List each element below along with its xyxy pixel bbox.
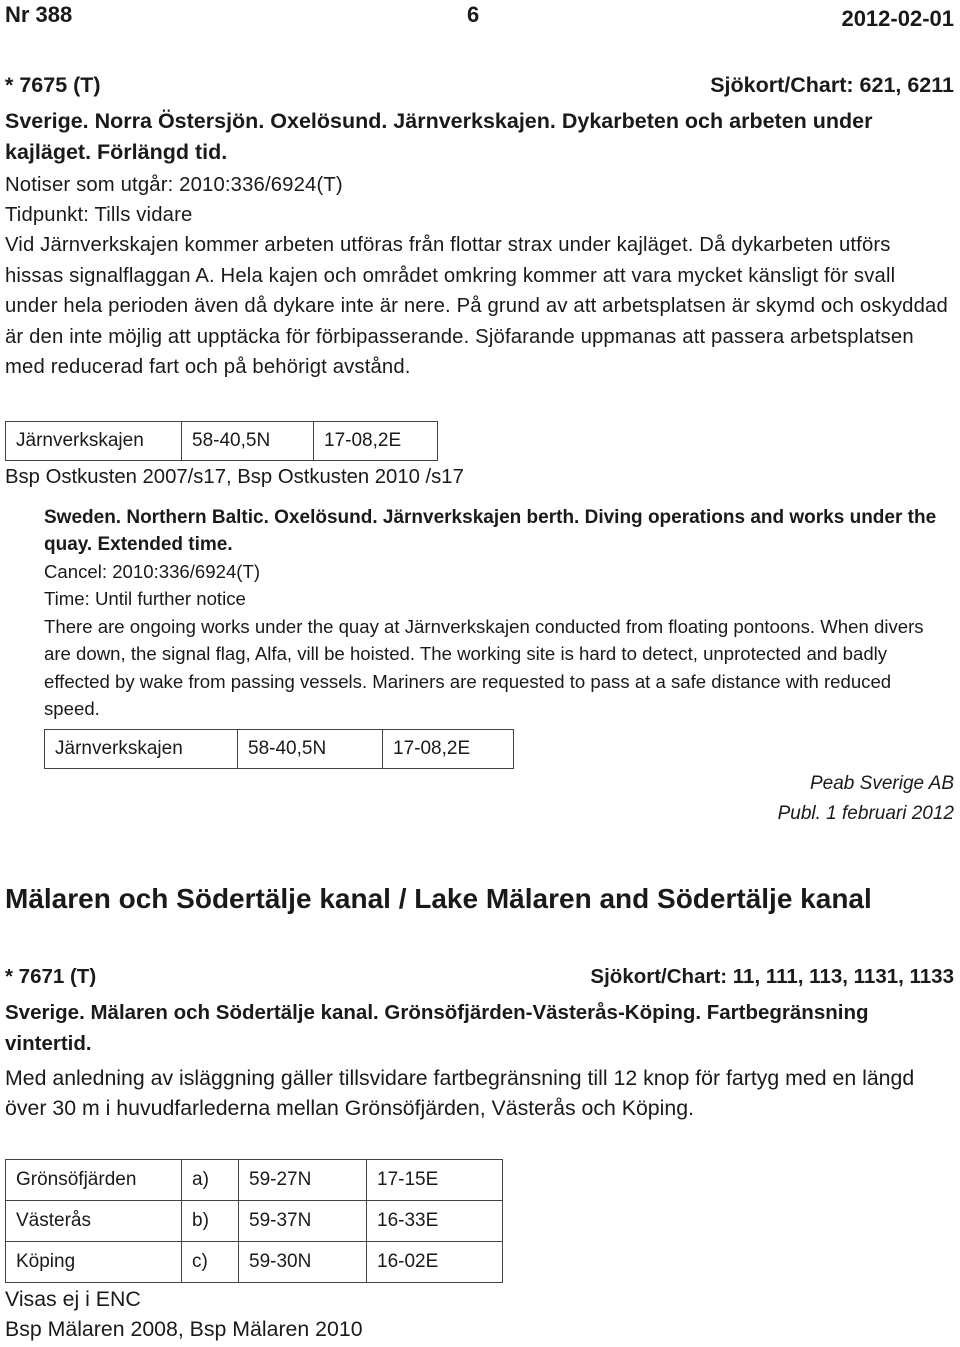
issue-number: Nr 388 <box>5 2 73 27</box>
notice-1-body-en: There are ongoing works under the quay at Järnverkskajen conducted from floating pontoons. When divers are down, the signal flag, Alfa, vill be hoisted. The working site is hard to detect, unprotected and badly effected by wake from passing vessels. Mariners are requested to pass at a safe distance with reduced speed. <box>44 616 924 719</box>
notice-1-position-table-en <box>44 729 514 769</box>
position-name: Köping <box>6 1242 182 1283</box>
position-lon: 17-08,2E <box>314 422 438 461</box>
position-key: b) <box>182 1201 239 1242</box>
notice-1-source: Peab Sverige AB <box>810 773 954 794</box>
notice-2-body-sv: Med anledning av isläggning gäller tillsvidare fartbegränsning till 12 knop för fartyg med en längd över 30 m i huvudfarlederna mellan Grönsöfjärden, Västerås och Köping. <box>5 1066 915 1120</box>
position-key: c) <box>182 1242 239 1283</box>
notice-1-cancel-sv: Notiser som utgår: 2010:336/6924(T) <box>5 174 343 196</box>
position-lon: 17-08,2E <box>383 730 514 769</box>
notice-1-cancel-en: Cancel: 2010:336/6924(T) <box>44 561 261 582</box>
section-heading: Mälaren och Södertälje kanal / Lake Mälaren and Södertälje kanal <box>5 883 872 914</box>
table-row <box>6 1242 503 1283</box>
position-lat: 59-37N <box>239 1201 367 1242</box>
notice-2-chart: Sjökort/Chart: 11, 111, 113, 1131, 1133 <box>590 965 954 988</box>
position-lon: 16-33E <box>367 1201 503 1242</box>
position-lon: 16-02E <box>367 1242 503 1283</box>
notice-2-refs: Bsp Mälaren 2008, Bsp Mälaren 2010 <box>5 1317 363 1341</box>
notice-1-chart: Sjökort/Chart: 621, 6211 <box>710 73 954 97</box>
position-name: Grönsöfjärden <box>6 1160 182 1201</box>
notice-1-published: Publ. 1 februari 2012 <box>777 803 954 824</box>
position-name: Västerås <box>6 1201 182 1242</box>
table-row <box>6 422 438 461</box>
position-lat: 58-40,5N <box>182 422 314 461</box>
notice-1-number: * 7675 (T) <box>5 73 101 97</box>
notice-1-header <box>5 73 954 98</box>
notice-2-position-table <box>5 1159 503 1283</box>
position-lat: 58-40,5N <box>238 730 383 769</box>
notice-2-number: * 7671 (T) <box>5 965 97 988</box>
position-lat: 59-30N <box>239 1242 367 1283</box>
notice-2-title-sv: Sverige. Mälaren och Södertälje kanal. Grönsöfjärden-Västerås-Köping. Fartbegränsning vintertid. <box>5 1001 869 1055</box>
notice-1-body-sv: Vid Järnverkskajen kommer arbeten utföras från flottar strax under kajläget. Då dykarbeten utförs hissas signalflaggan A. Hela kajen och området omkring kommer att vara mycket känsligt för svall under hela perioden även då dykare inte är nere. På grund av att arbetsplatsen är skymd och oskyddad är den inte möjlig att upptäcka för förbipasserande. Sjöfarande uppmanas att passera arbetsplatsen med reducerad fart och på behörigt avstånd. <box>5 234 948 378</box>
notice-1-position-table-sv <box>5 421 438 461</box>
page-number: 6 <box>467 2 480 27</box>
table-row <box>45 730 514 769</box>
position-lat: 59-27N <box>239 1160 367 1201</box>
notice-1-title-en: Sweden. Northern Baltic. Oxelösund. Järnverkskajen berth. Diving operations and works under the quay. Extended time. <box>44 507 937 555</box>
notice-2-header <box>5 965 954 989</box>
position-lon: 17-15E <box>367 1160 503 1201</box>
notice-1-title-sv: Sverige. Norra Östersjön. Oxelösund. Järnverkskajen. Dykarbeten och arbeten under kajläget. Förlängd tid. <box>5 109 873 164</box>
issue-date: 2012-02-01 <box>841 6 954 31</box>
position-name: Järnverkskajen <box>6 422 182 461</box>
table-row <box>6 1160 503 1201</box>
notice-1-time-sv: Tidpunkt: Tills vidare <box>5 204 193 226</box>
notice-1-time-en: Time: Until further notice <box>44 588 246 609</box>
position-name: Järnverkskajen <box>45 730 238 769</box>
page-header <box>5 2 954 36</box>
notice-2-enc-note: Visas ej i ENC <box>5 1287 141 1311</box>
table-row <box>6 1201 503 1242</box>
position-key: a) <box>182 1160 239 1201</box>
notice-1-refs: Bsp Ostkusten 2007/s17, Bsp Ostkusten 2010 /s17 <box>5 466 464 488</box>
